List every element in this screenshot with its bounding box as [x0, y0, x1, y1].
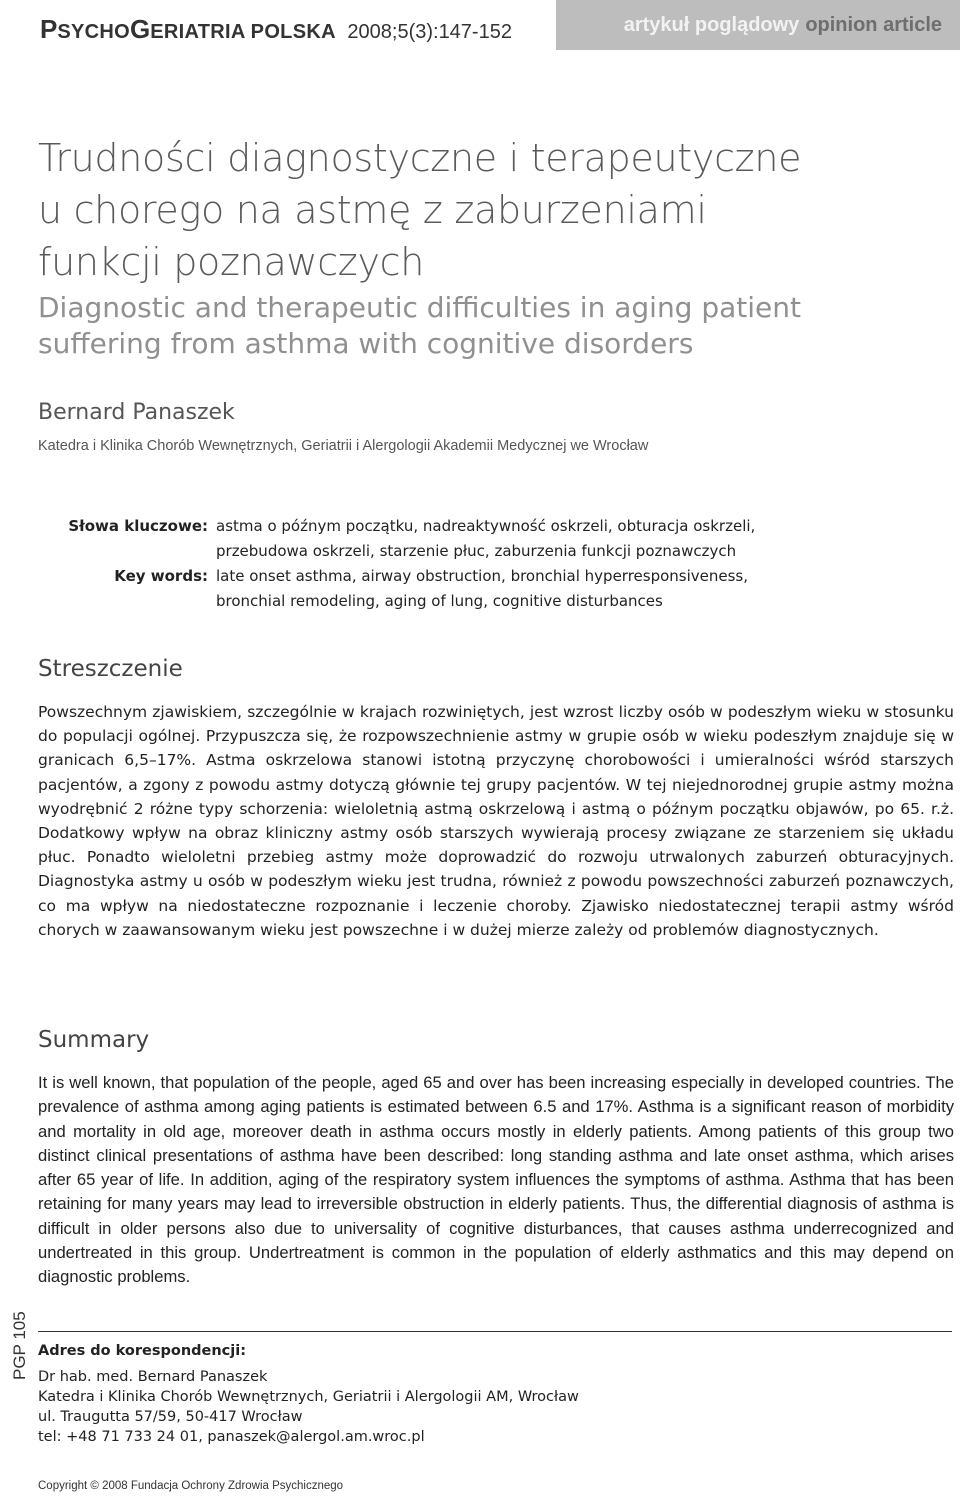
keywords-en-text: late onset asthma, airway obstruction, bronchial hyperresponsiveness,: [216, 567, 749, 585]
title-pl-line: Trudności diagnostyczne i terapeutyczne: [38, 136, 802, 180]
keywords-en-text: bronchial remodeling, aging of lung, cognitive disturbances: [216, 592, 663, 610]
journal-issue: 2008;5(3):147-152: [347, 21, 512, 43]
title-english: [38, 290, 918, 362]
title-en-line: Diagnostic and therapeutic difficulties in aging patient: [38, 291, 801, 324]
copyright: Copyright © 2008 Fundacja Ochrony Zdrowia Psychicznego: [38, 1480, 344, 1492]
keywords-en-label: Key words:: [114, 567, 208, 585]
author-affiliation: Katedra i Klinika Chorób Wewnętrznych, Geriatrii i Alergologii Akademii Medycznej we Wrocław: [38, 438, 649, 454]
keywords-pl-text: astma o późnym początku, nadreaktywność oskrzeli, obturacja oskrzeli,: [216, 517, 756, 535]
journal-initial-g: G: [129, 14, 151, 44]
correspondence-line: Katedra i Klinika Chorób Wewnętrznych, Geriatrii i Alergologii AM, Wrocław: [38, 1389, 579, 1405]
journal-smallcaps-2: ERIATRIA POLSKA: [150, 21, 336, 43]
streszczenie-heading: Streszczenie: [38, 656, 183, 682]
article-type-badge: [556, 0, 960, 50]
title-pl-line: u chorego na astmę z zaburzeniami: [38, 188, 707, 232]
journal-name: [40, 14, 512, 45]
keywords-pl-label: Słowa kluczowe:: [68, 517, 208, 535]
keywords-pl-text: przebudowa oskrzeli, starzenie płuc, zaburzenia funkcji poznawczych: [216, 542, 737, 560]
correspondence-heading: Adres do korespondencji:: [38, 1343, 247, 1359]
page-label: PGP 105: [10, 1311, 29, 1380]
journal-smallcaps-1: SYCHO: [57, 21, 130, 43]
summary-text: It is well known, that population of the people, aged 65 and over has been increasing especially in developed countries. The prevalence of asthma among aging patients is estimated between 6.5 and 17%. Asthma is a significant reason of morbidity and mortality in old age, moreover death in asthma occurs mostly in elderly patients. Among patients of this group two distinct clinical presentations of asthma have been described: long standing asthma and late onset asthma, which arises after 65 year of life. In addition, aging of the respiratory system influences the symptoms of asthma. Asthma that has been retaining for many years may lead to irreversible obstruction in elderly patients. Thus, the differential diagnosis of asthma is difficult in older persons also due to universality of cognitive disturbances, that causes asthma underrecognized and undertreated in this group. Undertreatment is common in the population of elderly asthmatics and this may depend on diagnostic problems.: [38, 1073, 954, 1287]
article-type-pl: artykuł poglądowy: [623, 13, 800, 36]
author-name: Bernard Panaszek: [38, 400, 235, 425]
correspondence-line: Dr hab. med. Bernard Panaszek: [38, 1369, 268, 1385]
correspondence-line: ul. Traugutta 57/59, 50-417 Wrocław: [38, 1409, 303, 1425]
summary-heading: Summary: [38, 1027, 150, 1053]
keywords-block: [0, 514, 960, 614]
article-type-en: opinion article: [805, 13, 942, 36]
streszczenie-text: Powszechnym zjawiskiem, szczególnie w krajach rozwiniętych, jest wzrost liczby osób w podeszłym wieku w stosunku do populacji ogólnej. Przypuszcza się, że rozpowszechnienie astmy w grupie osób w wieku podeszłym znajduje się w granicach 6,5–17%. Astma oskrzelowa stanowi istotną przyczynę chorobowości i umieralności wśród starszych pacjentów, a zgony z powodu astmy dotyczą głównie tej grupy pacjentów. W tej niejednorodnej grupie astmy można wyodrębnić 2 różne typy schorzenia: wieloletnią astmą oskrzelową i astmą o późnym początku objawów, po 65. r.ż. Dodatkowy wpływ na obraz kliniczny astmy osób starszych wywierają procesy związane ze starzeniem się układu płuc. Ponadto wieloletni przebieg astmy może doprowadzić do rozwoju utrwalonych zaburzeń obturacyjnych. Diagnostyka astmy u osób w podeszłym wieku jest trudna, również z powodu powszechności zaburzeń poznawczych, co ma wpływ na niedostateczne rozpoznanie i leczenie choroby. Zjawisko niedostatecznej terapii astmy wśród chorych w zaawansowanym wieku jest powszechne i w dużej mierze zależy od problemów diagnostycznych.: [38, 703, 954, 939]
title-en-line: suffering from asthma with cognitive disorders: [38, 327, 694, 360]
correspondence-divider: [38, 1331, 952, 1332]
correspondence-block: [38, 1341, 579, 1447]
title-pl-line: funkcji poznawczych: [38, 240, 425, 284]
journal-initial-p: P: [40, 14, 58, 44]
title-polish: [38, 132, 918, 288]
correspondence-line: tel: +48 71 733 24 01, panaszek@alergol.am.wroc.pl: [38, 1429, 425, 1445]
